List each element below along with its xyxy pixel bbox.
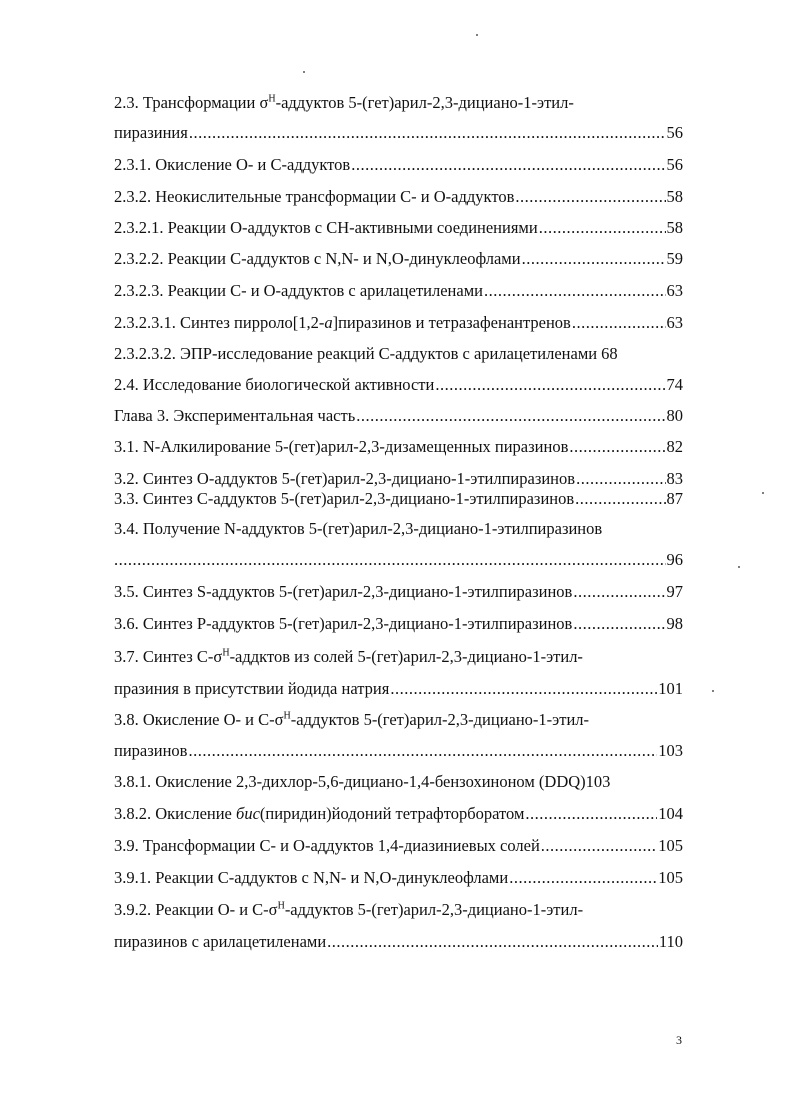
- toc-entry-3-4-line1: [114, 519, 602, 539]
- toc-entry-text: 3.7. Синтез С-σ: [114, 647, 223, 666]
- toc-entry[interactable]: [114, 868, 683, 888]
- superscript: H: [277, 900, 285, 912]
- toc-entry-text-part: 3.8.2. Окисление: [114, 804, 237, 823]
- toc-entry-text: 3.9. Трансформации С- и О-аддуктов 1,4-диазиниевых солей: [114, 836, 540, 855]
- leader-dots: [114, 550, 666, 570]
- toc-entry[interactable]: [114, 772, 683, 792]
- leader-dots: [356, 406, 665, 426]
- toc-entry-text: 3.5. Синтез S-аддуктов 5-(гет)арил-2,3-дициано-1-этилпиразинов: [114, 582, 573, 601]
- scan-speck: [762, 492, 764, 494]
- leader-dots: [515, 187, 665, 207]
- toc-entry-3-7-line2[interactable]: [114, 679, 683, 699]
- leader-dots: [188, 741, 657, 761]
- toc-entry-text: [114, 313, 571, 333]
- toc-entry-text: 2.3.2.2. Реакции С-аддуктов с N,N- и N,O-динуклеофлами: [114, 249, 521, 268]
- toc-page-number: 74: [666, 375, 683, 394]
- toc-page-number: 101: [658, 679, 683, 698]
- toc-page-number: 105: [658, 836, 683, 855]
- scan-speck: [738, 566, 740, 568]
- toc-page-number: 83: [666, 469, 683, 488]
- toc-entry-3-4-line2[interactable]: [114, 550, 683, 570]
- toc-entry[interactable]: [114, 614, 683, 634]
- toc-page-number: 56: [666, 155, 683, 174]
- toc-page-number: 105: [658, 868, 683, 887]
- toc-entry-3-9-2-line2[interactable]: [114, 932, 683, 952]
- toc-page-number: 103: [585, 772, 611, 791]
- toc-page-number: 63: [666, 281, 683, 300]
- toc-entry-text-part: ]пиразинов и тетразафенантренов: [332, 313, 571, 332]
- toc-entry-text: пиразинов: [114, 741, 188, 760]
- toc-page-number: 58: [666, 218, 683, 237]
- leader-dots: [572, 313, 666, 333]
- leader-dots: [539, 218, 666, 238]
- toc-entry-text: 3.8. Окисление О- и С-σ: [114, 710, 284, 729]
- scan-speck: [476, 34, 478, 36]
- leader-dots: [522, 249, 666, 269]
- toc-entry[interactable]: [114, 375, 683, 395]
- toc-entry-text: 3.3. Синтез С-аддуктов 5-(гет)арил-2,3-дициано-1-этилпиразинов: [114, 489, 575, 508]
- toc-entry-text: 3.1. N-Алкилирование 5-(гет)арил-2,3-дизамещенных пиразинов: [114, 437, 569, 456]
- toc-entry[interactable]: [114, 249, 683, 269]
- leader-dots: [189, 123, 666, 143]
- toc-entry-text: 3.9.1. Реакции С-аддуктов с N,N- и N,O-динуклеофлами: [114, 868, 509, 887]
- toc-entry-text: -аддуктов 5-(гет)арил-2,3-дициано-1-этил-: [284, 900, 584, 919]
- toc-page-number: 104: [658, 804, 683, 823]
- toc-entry[interactable]: [114, 281, 683, 301]
- toc-entry-text: [114, 804, 524, 824]
- toc-entry-text: 2.3.2.3. Реакции С- и О-аддуктов с арилацетиленами: [114, 281, 483, 300]
- toc-page-number: 82: [666, 437, 683, 456]
- toc-entry-text: 2.3.1. Окисление О- и С-аддуктов: [114, 155, 351, 174]
- toc-entry[interactable]: [114, 406, 683, 426]
- toc-entry[interactable]: [114, 469, 683, 489]
- toc-page-number: 59: [666, 249, 683, 268]
- toc-page-number: 103: [658, 741, 683, 760]
- toc-entry-text: 3.8.1. Окисление 2,3-дихлор-5,6-дициано-1,4-бензохиноном (DDQ): [114, 772, 586, 791]
- toc-entry-text: -аддуктов 5-(гет)арил-2,3-дициано-1-этил-: [275, 93, 574, 112]
- leader-dots: [525, 804, 657, 824]
- toc-entry-2-3-line1: [114, 93, 574, 113]
- toc-entry[interactable]: [114, 313, 683, 333]
- leader-dots: [576, 469, 665, 489]
- toc-entry-text: -аддктов из солей 5-(гет)арил-2,3-дициано-1-этил-: [229, 647, 583, 666]
- toc-entry-text: 2.3. Трансформации σ: [114, 93, 269, 112]
- toc-entry[interactable]: [114, 804, 683, 824]
- italic-text: a: [324, 313, 333, 332]
- toc-entry-3-7-line1: [114, 647, 583, 667]
- toc-page-number: 98: [666, 614, 683, 633]
- toc-entry-2-3-line2[interactable]: [114, 123, 683, 143]
- toc-entry-3-8-line2[interactable]: [114, 741, 683, 761]
- toc-entry-text: 3.2. Синтез О-аддуктов 5-(гет)арил-2,3-дициано-1-этилпиразинов: [114, 469, 576, 488]
- toc-page-number: 63: [666, 313, 683, 332]
- toc-entry-text: -аддуктов 5-(гет)арил-2,3-дициано-1-этил-: [290, 710, 590, 729]
- toc-entry[interactable]: [114, 187, 683, 207]
- page-number: 3: [676, 1033, 682, 1047]
- toc-page-number: 68: [601, 344, 618, 363]
- leader-dots: [575, 489, 665, 509]
- toc-entry[interactable]: [114, 582, 683, 602]
- toc-entry[interactable]: [114, 437, 683, 457]
- toc-page-number: 87: [666, 489, 683, 508]
- toc-entry-3-8-line1: [114, 710, 589, 730]
- leader-dots: [573, 582, 665, 602]
- leader-dots: [569, 437, 665, 457]
- superscript: H: [268, 93, 276, 105]
- leader-dots: [484, 281, 666, 301]
- toc-entry-text: 3.6. Синтез Р-аддуктов 5-(гет)арил-2,3-дициано-1-этилпиразинов: [114, 614, 573, 633]
- toc-page-number: 110: [658, 932, 683, 951]
- toc-entry[interactable]: [114, 155, 683, 175]
- superscript: H: [222, 647, 230, 659]
- toc-entry-text: 3.9.2. Реакции О- и С-σ: [114, 900, 278, 919]
- toc-entry-text: пиразиния: [114, 123, 188, 142]
- scan-speck: [303, 71, 305, 73]
- scan-speck: [712, 690, 714, 692]
- toc-entry-text: 2.3.2.3.2. ЭПР-исследование реакций С-аддуктов с арилацетиленами: [114, 344, 598, 363]
- toc-entry-3-9-2-line1: [114, 900, 583, 920]
- toc-entry-text: 3.4. Получение N-аддуктов 5-(гет)арил-2,3-дициано-1-этилпиразинов: [114, 519, 603, 538]
- toc-page-number: 56: [666, 123, 683, 142]
- leader-dots: [573, 614, 665, 634]
- toc-entry-text: 2.3.2.1. Реакции О-аддуктов с CH-активными соединениями: [114, 218, 538, 237]
- leader-dots: [435, 375, 665, 395]
- italic-text: бис: [236, 804, 260, 823]
- toc-page-number: 97: [666, 582, 683, 601]
- toc-page-number: 80: [666, 406, 683, 425]
- toc-entry-text-part: 2.3.2.3.1. Синтез пирроло[1,2-: [114, 313, 325, 332]
- toc-entry-text: 2.3.2. Неокислительные трансформации С- и О-аддуктов: [114, 187, 515, 206]
- toc-entry-text: пиразинов с арилацетиленами: [114, 932, 327, 951]
- toc-page-number: 58: [666, 187, 683, 206]
- leader-dots: [541, 836, 657, 856]
- superscript: H: [283, 710, 291, 722]
- toc-entry[interactable]: [114, 489, 683, 509]
- leader-dots: [327, 932, 658, 952]
- toc-entry[interactable]: [114, 836, 683, 856]
- toc-entry[interactable]: [114, 218, 683, 238]
- toc-entry-text: 2.4. Исследование биологической активности: [114, 375, 435, 394]
- toc-page-number: 96: [666, 550, 683, 569]
- leader-dots: [509, 868, 657, 888]
- toc-entry-text-part: (пиридин)йодоний тетрафторборатом: [259, 804, 525, 823]
- leader-dots: [390, 679, 657, 699]
- leader-dots: [351, 155, 665, 175]
- toc-entry-text: Глава 3. Экспериментальная часть: [114, 406, 356, 425]
- toc-entry[interactable]: [114, 344, 683, 364]
- toc-entry-text: празиния в присутствии йодида натрия: [114, 679, 390, 698]
